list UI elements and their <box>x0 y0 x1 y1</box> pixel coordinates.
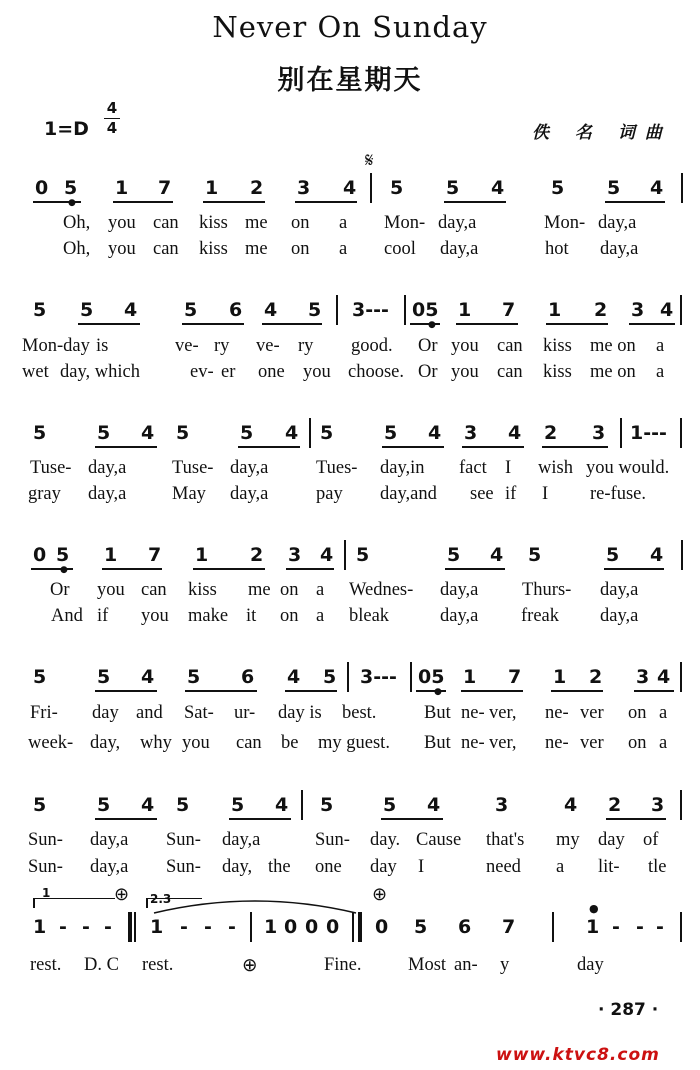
note: 1 <box>104 544 118 566</box>
note: 5 <box>33 794 47 816</box>
note: - <box>59 916 67 938</box>
lyric: Sun- <box>28 830 63 850</box>
lyric: ur- <box>234 703 256 723</box>
lyric: it <box>246 606 257 626</box>
notation-line-1: 0 5 ● 1 7 1 2 3 4 5 5 4 5 5 4 <box>0 173 700 203</box>
note: 0 <box>326 916 340 938</box>
lyric: Tues- <box>316 458 358 478</box>
lyric: on <box>280 580 299 600</box>
lyric: choose. <box>348 362 404 382</box>
lyric: kiss <box>543 362 572 382</box>
note: 7 <box>502 299 516 321</box>
note: 5 <box>56 544 70 566</box>
lyric: a <box>339 239 348 259</box>
page-number: · 287 · <box>598 1000 659 1020</box>
note: 4 <box>141 422 155 444</box>
lyrics-line-3a <box>0 458 700 482</box>
lyric: Fri- <box>30 703 58 723</box>
note: 7 <box>508 666 522 688</box>
lyric: day,a <box>90 857 129 877</box>
lyric: day,a <box>600 239 639 259</box>
lyric: be <box>281 733 299 753</box>
note: 3 <box>592 422 606 444</box>
lyric: one <box>258 362 285 382</box>
note: 4 <box>285 422 299 444</box>
note: 1 <box>548 299 562 321</box>
note: 0 <box>33 544 47 566</box>
lyric: tle <box>648 857 667 877</box>
coda-icon: ⊕ <box>372 884 388 905</box>
lyric: Sun- <box>315 830 350 850</box>
lyric: Sun- <box>166 830 201 850</box>
lyric: day <box>598 830 625 850</box>
note: 1 <box>150 916 164 938</box>
note: 5 <box>80 299 94 321</box>
lyric: on <box>628 703 647 723</box>
lyrics-line-5a <box>0 703 700 727</box>
lyric: wet <box>22 362 49 382</box>
lyric: that's <box>486 830 525 850</box>
lyric: you <box>182 733 210 753</box>
lyric: day,in <box>380 458 425 478</box>
lyric: an- <box>454 955 478 975</box>
note: 0 <box>305 916 319 938</box>
key-signature: 1=D <box>44 118 89 140</box>
song-title-chinese: 别在星期天 <box>277 65 423 96</box>
notation-line-7: 1 - - - 1 - - - 1 0 0 0 0 5 6 7 1 ● - - - <box>0 912 700 942</box>
note: 5 <box>320 422 334 444</box>
note: 4 <box>141 666 155 688</box>
note: 2 <box>544 422 558 444</box>
lyrics-line-3b <box>0 484 700 508</box>
lyric: you <box>97 580 125 600</box>
lyric: my <box>556 830 580 850</box>
note: 4 <box>427 794 441 816</box>
lyrics-line-2b <box>0 362 700 386</box>
lyric: I <box>542 484 549 504</box>
lyric: me on <box>590 336 636 356</box>
lyrics-line-6a <box>0 830 700 854</box>
notation-line-2: 5 5 4 5 6 4 5 3--- 05 ● 1 7 1 2 3 4 <box>0 295 700 325</box>
note: 4 <box>564 794 578 816</box>
note: - <box>104 916 112 938</box>
note: 5 <box>356 544 370 566</box>
note: - <box>82 916 90 938</box>
notation-line-4: 0 5 ● 1 7 1 2 3 4 5 5 4 5 5 4 <box>0 540 700 570</box>
note: 1 <box>33 916 47 938</box>
note: - <box>656 916 664 938</box>
note: 5 <box>187 666 201 688</box>
note: 05 <box>412 299 439 321</box>
lyric: if <box>505 484 517 504</box>
lyric: of <box>643 830 659 850</box>
lyric: day,a <box>440 239 479 259</box>
lyric: day, which <box>60 362 140 382</box>
note: 6 <box>458 916 472 938</box>
note: 5 <box>33 422 47 444</box>
note: 3 <box>297 177 311 199</box>
note: 1 <box>458 299 472 321</box>
lyric: you <box>141 606 169 626</box>
lyric: you <box>108 213 136 233</box>
notation-line-6 <box>0 790 700 820</box>
lyric: day,a <box>440 606 479 626</box>
note: 4 <box>320 544 334 566</box>
note: 5 <box>551 177 565 199</box>
note: 5 <box>97 794 111 816</box>
note: 1 <box>195 544 209 566</box>
lyric: Or <box>50 580 70 600</box>
note: 4 <box>141 794 155 816</box>
watermark: www.ktvc8.com <box>496 1045 660 1065</box>
note: 1 <box>553 666 567 688</box>
lyric: pay <box>316 484 343 504</box>
lyric: good. <box>351 336 393 356</box>
lyric: ry <box>214 336 230 356</box>
lyric: kiss <box>199 213 228 233</box>
lyric: day,a <box>600 580 639 600</box>
lyric: Oh, <box>63 213 91 233</box>
note: 2 <box>250 544 264 566</box>
lyric: on <box>280 606 299 626</box>
note: 5 <box>414 916 428 938</box>
note: 4 <box>287 666 301 688</box>
note: 4 <box>124 299 138 321</box>
lyric: day, <box>90 733 121 753</box>
lyric: a <box>556 857 565 877</box>
lyric: re-fuse. <box>590 484 646 504</box>
note: 5 <box>384 422 398 444</box>
lyric: me <box>245 239 268 259</box>
lyric: gray <box>28 484 61 504</box>
note: 4 <box>428 422 442 444</box>
note: 6 <box>229 299 243 321</box>
lyric: day,a <box>230 458 269 478</box>
note: 5 <box>323 666 337 688</box>
lyric: Mon- <box>384 213 426 233</box>
note: - <box>228 916 236 938</box>
note: 2 <box>594 299 608 321</box>
note: 7 <box>502 916 516 938</box>
note: 0 <box>284 916 298 938</box>
lyric: a <box>659 703 668 723</box>
lyric: Fine. <box>324 955 362 975</box>
lyric: ne- <box>461 703 485 723</box>
lyric: ne- <box>461 733 485 753</box>
lyric: Sat- <box>184 703 214 723</box>
note: 4 <box>490 544 504 566</box>
lyrics-line-4a <box>0 580 700 604</box>
lyric: can <box>497 362 523 382</box>
note: 5 <box>97 666 111 688</box>
lyric: a <box>656 362 665 382</box>
note: 2 <box>589 666 603 688</box>
lyric: can <box>497 336 523 356</box>
lyric: Sun- <box>166 857 201 877</box>
lyric: D. C <box>84 955 119 975</box>
lyric: me on <box>590 362 636 382</box>
lyric: why <box>140 733 172 753</box>
lyric: ver <box>580 703 604 723</box>
note: 3--- <box>352 299 389 321</box>
lyric: I <box>418 857 425 877</box>
lyric: rest. <box>142 955 174 975</box>
lyric: Sun- <box>28 857 63 877</box>
note: 2 <box>250 177 264 199</box>
lyric: kiss <box>543 336 572 356</box>
lyric: me <box>248 580 271 600</box>
lyric: kiss <box>199 239 228 259</box>
lyric: the <box>268 857 291 877</box>
note: 7 <box>148 544 162 566</box>
note: 4 <box>491 177 505 199</box>
note: 4 <box>343 177 357 199</box>
lyric: day,a <box>88 458 127 478</box>
lyric: Cause <box>416 830 462 850</box>
lyric: wish <box>538 458 573 478</box>
lyric: ne- <box>545 733 569 753</box>
lyric: Or <box>418 362 438 382</box>
note: 1 <box>264 916 278 938</box>
lyric: May <box>172 484 206 504</box>
lyric: ver, <box>489 703 517 723</box>
note: - <box>612 916 620 938</box>
time-denominator: 4 <box>106 119 118 137</box>
lyric: can <box>141 580 167 600</box>
lyric: day,a <box>230 484 269 504</box>
note: - <box>180 916 188 938</box>
note: 6 <box>241 666 255 688</box>
segno-icon: 𝄋 <box>365 148 374 172</box>
note: 5 <box>97 422 111 444</box>
lyric: you <box>451 336 479 356</box>
note: 3--- <box>360 666 397 688</box>
note: 3 <box>464 422 478 444</box>
note: 5 <box>320 794 334 816</box>
lyric: ver, <box>489 733 517 753</box>
lyric: day,a <box>438 213 477 233</box>
lyric: freak <box>521 606 559 626</box>
notation-line-5: 5 5 4 5 6 4 5 3--- 05 ● 1 7 1 2 3 4 <box>0 662 700 692</box>
note: 5 <box>33 666 47 688</box>
lyric: one <box>315 857 342 877</box>
lyric: on <box>628 733 647 753</box>
lyric: me <box>245 213 268 233</box>
note: 4 <box>275 794 289 816</box>
lyric: you would. <box>586 458 670 478</box>
note: 5 <box>607 177 621 199</box>
lyric: ev- <box>190 362 214 382</box>
lyrics-line-5b <box>0 733 700 757</box>
lyric: Thurs- <box>522 580 572 600</box>
lyric: need <box>486 857 521 877</box>
lyric: day,a <box>600 606 639 626</box>
note: 5 <box>184 299 198 321</box>
lyric: Mon- <box>544 213 586 233</box>
lyric: you <box>303 362 331 382</box>
lyric: kiss <box>188 580 217 600</box>
coda-icon: ⊕ <box>242 956 258 976</box>
note: 3 <box>288 544 302 566</box>
note: 5 <box>308 299 322 321</box>
lyric: a <box>656 336 665 356</box>
note: 5 <box>606 544 620 566</box>
lyric: And <box>51 606 83 626</box>
lyric: ry <box>298 336 314 356</box>
lyric: day, <box>222 857 253 877</box>
note: 1 <box>115 177 129 199</box>
note: 5 <box>176 794 190 816</box>
note: 5 <box>240 422 254 444</box>
lyric: a <box>316 580 325 600</box>
note: 5 <box>390 177 404 199</box>
lyric: ve- <box>256 336 280 356</box>
lyric: y <box>500 955 510 975</box>
time-signature <box>104 100 120 137</box>
lyric: see <box>470 484 494 504</box>
lyric: week- <box>28 733 74 753</box>
lyric: Or <box>418 336 438 356</box>
lyric: Tuse- <box>30 458 72 478</box>
note: 4 <box>660 299 674 321</box>
note: 2 <box>608 794 622 816</box>
lyric: can <box>153 239 179 259</box>
note: 4 <box>650 544 664 566</box>
note: 5 <box>33 299 47 321</box>
lyrics-line-6b <box>0 857 700 881</box>
note: 1--- <box>630 422 667 444</box>
note: 3 <box>631 299 645 321</box>
lyric: day. <box>370 830 401 850</box>
note: 5 <box>176 422 190 444</box>
note: 0 <box>375 916 389 938</box>
note: 4 <box>650 177 664 199</box>
lyric: make <box>188 606 229 626</box>
lyric: you <box>451 362 479 382</box>
note: 5 <box>231 794 245 816</box>
lyric: But <box>424 733 451 753</box>
note: 4 <box>657 666 671 688</box>
lyric: Mon-day <box>22 336 90 356</box>
lyric: day <box>370 857 397 877</box>
lyric: hot <box>545 239 569 259</box>
lyric: day is <box>278 703 322 723</box>
lyric: a <box>339 213 348 233</box>
lyric: on <box>291 213 310 233</box>
lyric: is <box>96 336 109 356</box>
lyric: But <box>424 703 451 723</box>
note: 5 <box>64 177 78 199</box>
note: 05 <box>418 666 445 688</box>
lyric: Most <box>408 955 447 975</box>
song-title-english: Never On Sunday <box>212 10 488 44</box>
lyric: cool <box>384 239 416 259</box>
lyric: day <box>92 703 119 723</box>
lyric: lit- <box>598 857 620 877</box>
volta-label: 2.3 <box>150 892 172 906</box>
lyric: if <box>97 606 109 626</box>
lyric: best. <box>342 703 377 723</box>
note: - <box>204 916 212 938</box>
lyric: day,a <box>88 484 127 504</box>
lyrics-line-4b <box>0 606 700 630</box>
lyric: fact <box>459 458 487 478</box>
lyrics-line-1a <box>0 213 700 237</box>
note: 7 <box>158 177 172 199</box>
lyric: can <box>236 733 262 753</box>
lyricist-composer-credit: 佚 名 词曲 <box>532 123 672 143</box>
lyrics-line-2a <box>0 336 700 360</box>
lyric: day <box>577 955 604 975</box>
lyric: day,a <box>90 830 129 850</box>
note: 1 <box>586 916 600 938</box>
lyric: Tuse- <box>172 458 214 478</box>
note: 4 <box>264 299 278 321</box>
note: 3 <box>636 666 650 688</box>
lyric: ve- <box>175 336 199 356</box>
notation-line-3 <box>0 418 700 448</box>
lyric: er <box>221 362 236 382</box>
note: 1 <box>463 666 477 688</box>
lyric: on <box>291 239 310 259</box>
lyric: Wednes- <box>349 580 414 600</box>
note: 3 <box>495 794 509 816</box>
coda-icon: ⊕ <box>114 884 130 905</box>
lyric: you <box>108 239 136 259</box>
lyric: and <box>136 703 163 723</box>
lyric: bleak <box>349 606 390 626</box>
lyric: ver <box>580 733 604 753</box>
lyric: rest. <box>30 955 62 975</box>
lyric: a <box>316 606 325 626</box>
note: 4 <box>508 422 522 444</box>
lyrics-line-1b <box>0 239 700 263</box>
lyric: day,a <box>222 830 261 850</box>
note: 5 <box>446 177 460 199</box>
lyric: a <box>659 733 668 753</box>
lyric: can <box>153 213 179 233</box>
note: 5 <box>528 544 542 566</box>
note: 1 <box>205 177 219 199</box>
note: 5 <box>447 544 461 566</box>
lyric: day,a <box>440 580 479 600</box>
note: - <box>636 916 644 938</box>
time-numerator: 4 <box>106 99 118 117</box>
lyric: day,a <box>598 213 637 233</box>
lyric: my guest. <box>318 733 390 753</box>
lyric: I <box>505 458 512 478</box>
note: 5 <box>383 794 397 816</box>
note: 0 <box>35 177 49 199</box>
lyrics-line-7 <box>0 955 700 979</box>
lyric: Oh, <box>63 239 91 259</box>
lyric: ne- <box>545 703 569 723</box>
lyric: day,and <box>380 484 437 504</box>
note: 3 <box>651 794 665 816</box>
